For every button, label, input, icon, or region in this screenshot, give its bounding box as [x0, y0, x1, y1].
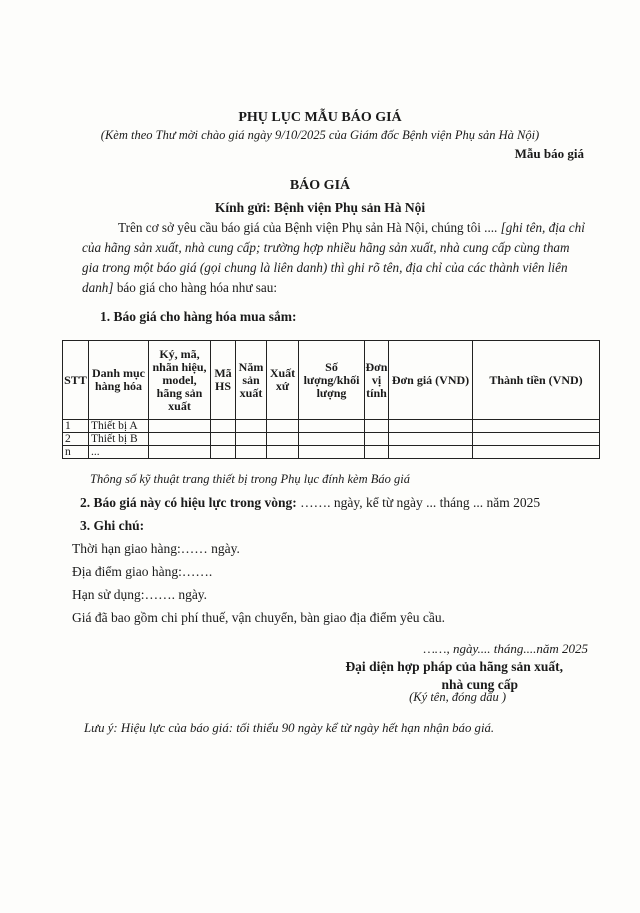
table-cell: [389, 433, 473, 446]
expiry-line: Hạn sử dụng:……. ngày.: [72, 587, 208, 602]
delivery-time-line: Thời hạn giao hàng:…… ngày.: [72, 541, 240, 556]
section-2-value: ……. ngày, kể từ ngày ... tháng ... năm 2025: [300, 495, 541, 510]
table-cell: [389, 446, 473, 459]
table-cell: [211, 433, 236, 446]
intro-tail: báo giá cho hàng hóa như sau:: [116, 280, 278, 295]
signature-title-2: nhà cung cấp: [441, 677, 518, 692]
document-title: PHỤ LỤC MẪU BÁO GIÁ: [238, 110, 402, 125]
intro-placeholder: [ghi tên, địa chỉ của hãng sản xuất, nhà cung cấp; trường hợp nhiều hãng sản xuất, nhà cung cấp cùng tham gia trong một báo giá (gọi chung là liên danh) thì ghi rõ tên, địa chỉ của các thành viên liên danh]: [82, 220, 585, 295]
document-subtitle: (Kèm theo Thư mời chào giá ngày 9/10/2025 của Giám đốc Bệnh viện Phụ sản Hà Nội): [100, 128, 540, 142]
table-cell: 1: [63, 420, 89, 433]
price-inclusion-line: Giá đã bao gồm chi phí thuế, vận chuyển, bàn giao địa điểm yêu cầu.: [72, 610, 446, 625]
table-cell: [365, 446, 389, 459]
col-header: Danh mục hàng hóa: [89, 341, 149, 420]
intro-paragraph: [82, 218, 587, 298]
table-cell: [236, 446, 267, 459]
recipient-line: Kính gửi: Bệnh viện Phụ sản Hà Nội: [214, 200, 426, 215]
table-cell: [299, 420, 365, 433]
signature-title-1: Đại diện hợp pháp của hãng sản xuất,: [345, 659, 563, 674]
table-cell: n: [63, 446, 89, 459]
col-header: Năm sản xuất: [236, 341, 267, 420]
signature-instruction: (Ký tên, đóng dấu ): [409, 690, 506, 704]
validity-note: Lưu ý: Hiệu lực của báo giá: tối thiểu 90 ngày kể từ ngày hết hạn nhận báo giá.: [84, 721, 495, 735]
table-cell: [149, 433, 211, 446]
quote-heading: BÁO GIÁ: [289, 178, 351, 193]
table-header-row: [63, 341, 600, 420]
delivery-location-line: Địa điểm giao hàng:…….: [72, 564, 213, 579]
table-cell: Thiết bị A: [89, 420, 149, 433]
table-cell: [299, 433, 365, 446]
table-cell: 2: [63, 433, 89, 446]
table-cell: [211, 446, 236, 459]
section-2: [80, 495, 540, 511]
table-cell: [365, 433, 389, 446]
table-cell: [149, 446, 211, 459]
col-header: Ký, mã, nhãn hiệu, model, hãng sản xuất: [149, 341, 211, 420]
table-cell: [473, 433, 600, 446]
table-cell: [236, 433, 267, 446]
table-cell: [267, 446, 299, 459]
table-cell: [267, 420, 299, 433]
table-row: [63, 446, 600, 459]
table-cell: [236, 420, 267, 433]
col-header: Xuất xứ: [267, 341, 299, 420]
col-header: Số lượng/khối lượng: [299, 341, 365, 420]
col-header: Đơn giá (VND): [389, 341, 473, 420]
table-cell: [473, 446, 600, 459]
table-cell: ...: [89, 446, 149, 459]
table-cell: [365, 420, 389, 433]
table-cell: [149, 420, 211, 433]
intro-lead: Trên cơ sở yêu cầu báo giá của Bệnh viện Phụ sản Hà Nội, chúng tôi ....: [118, 220, 498, 235]
col-header: Thành tiền (VND): [473, 341, 600, 420]
form-label: Mẫu báo giá: [514, 146, 584, 161]
table-row: [63, 433, 600, 446]
quote-table: [62, 340, 600, 459]
col-header: STT: [63, 341, 89, 420]
col-header: Đơn vị tính: [365, 341, 389, 420]
table-cell: [299, 446, 365, 459]
col-header: Mã HS: [211, 341, 236, 420]
table-cell: [389, 420, 473, 433]
table-row: [63, 420, 600, 433]
table-cell: [267, 433, 299, 446]
signature-date: ……, ngày.... tháng....năm 2025: [423, 641, 588, 656]
table-cell: Thiết bị B: [89, 433, 149, 446]
section-3-title: 3. Ghi chú:: [80, 518, 145, 533]
spec-note: Thông số kỹ thuật trang thiết bị trong Phụ lục đính kèm Báo giá: [90, 472, 410, 486]
table-cell: [211, 420, 236, 433]
section-1-title: 1. Báo giá cho hàng hóa mua sắm:: [100, 309, 297, 324]
section-2-label: 2. Báo giá này có hiệu lực trong vòng:: [80, 495, 297, 510]
table-cell: [473, 420, 600, 433]
